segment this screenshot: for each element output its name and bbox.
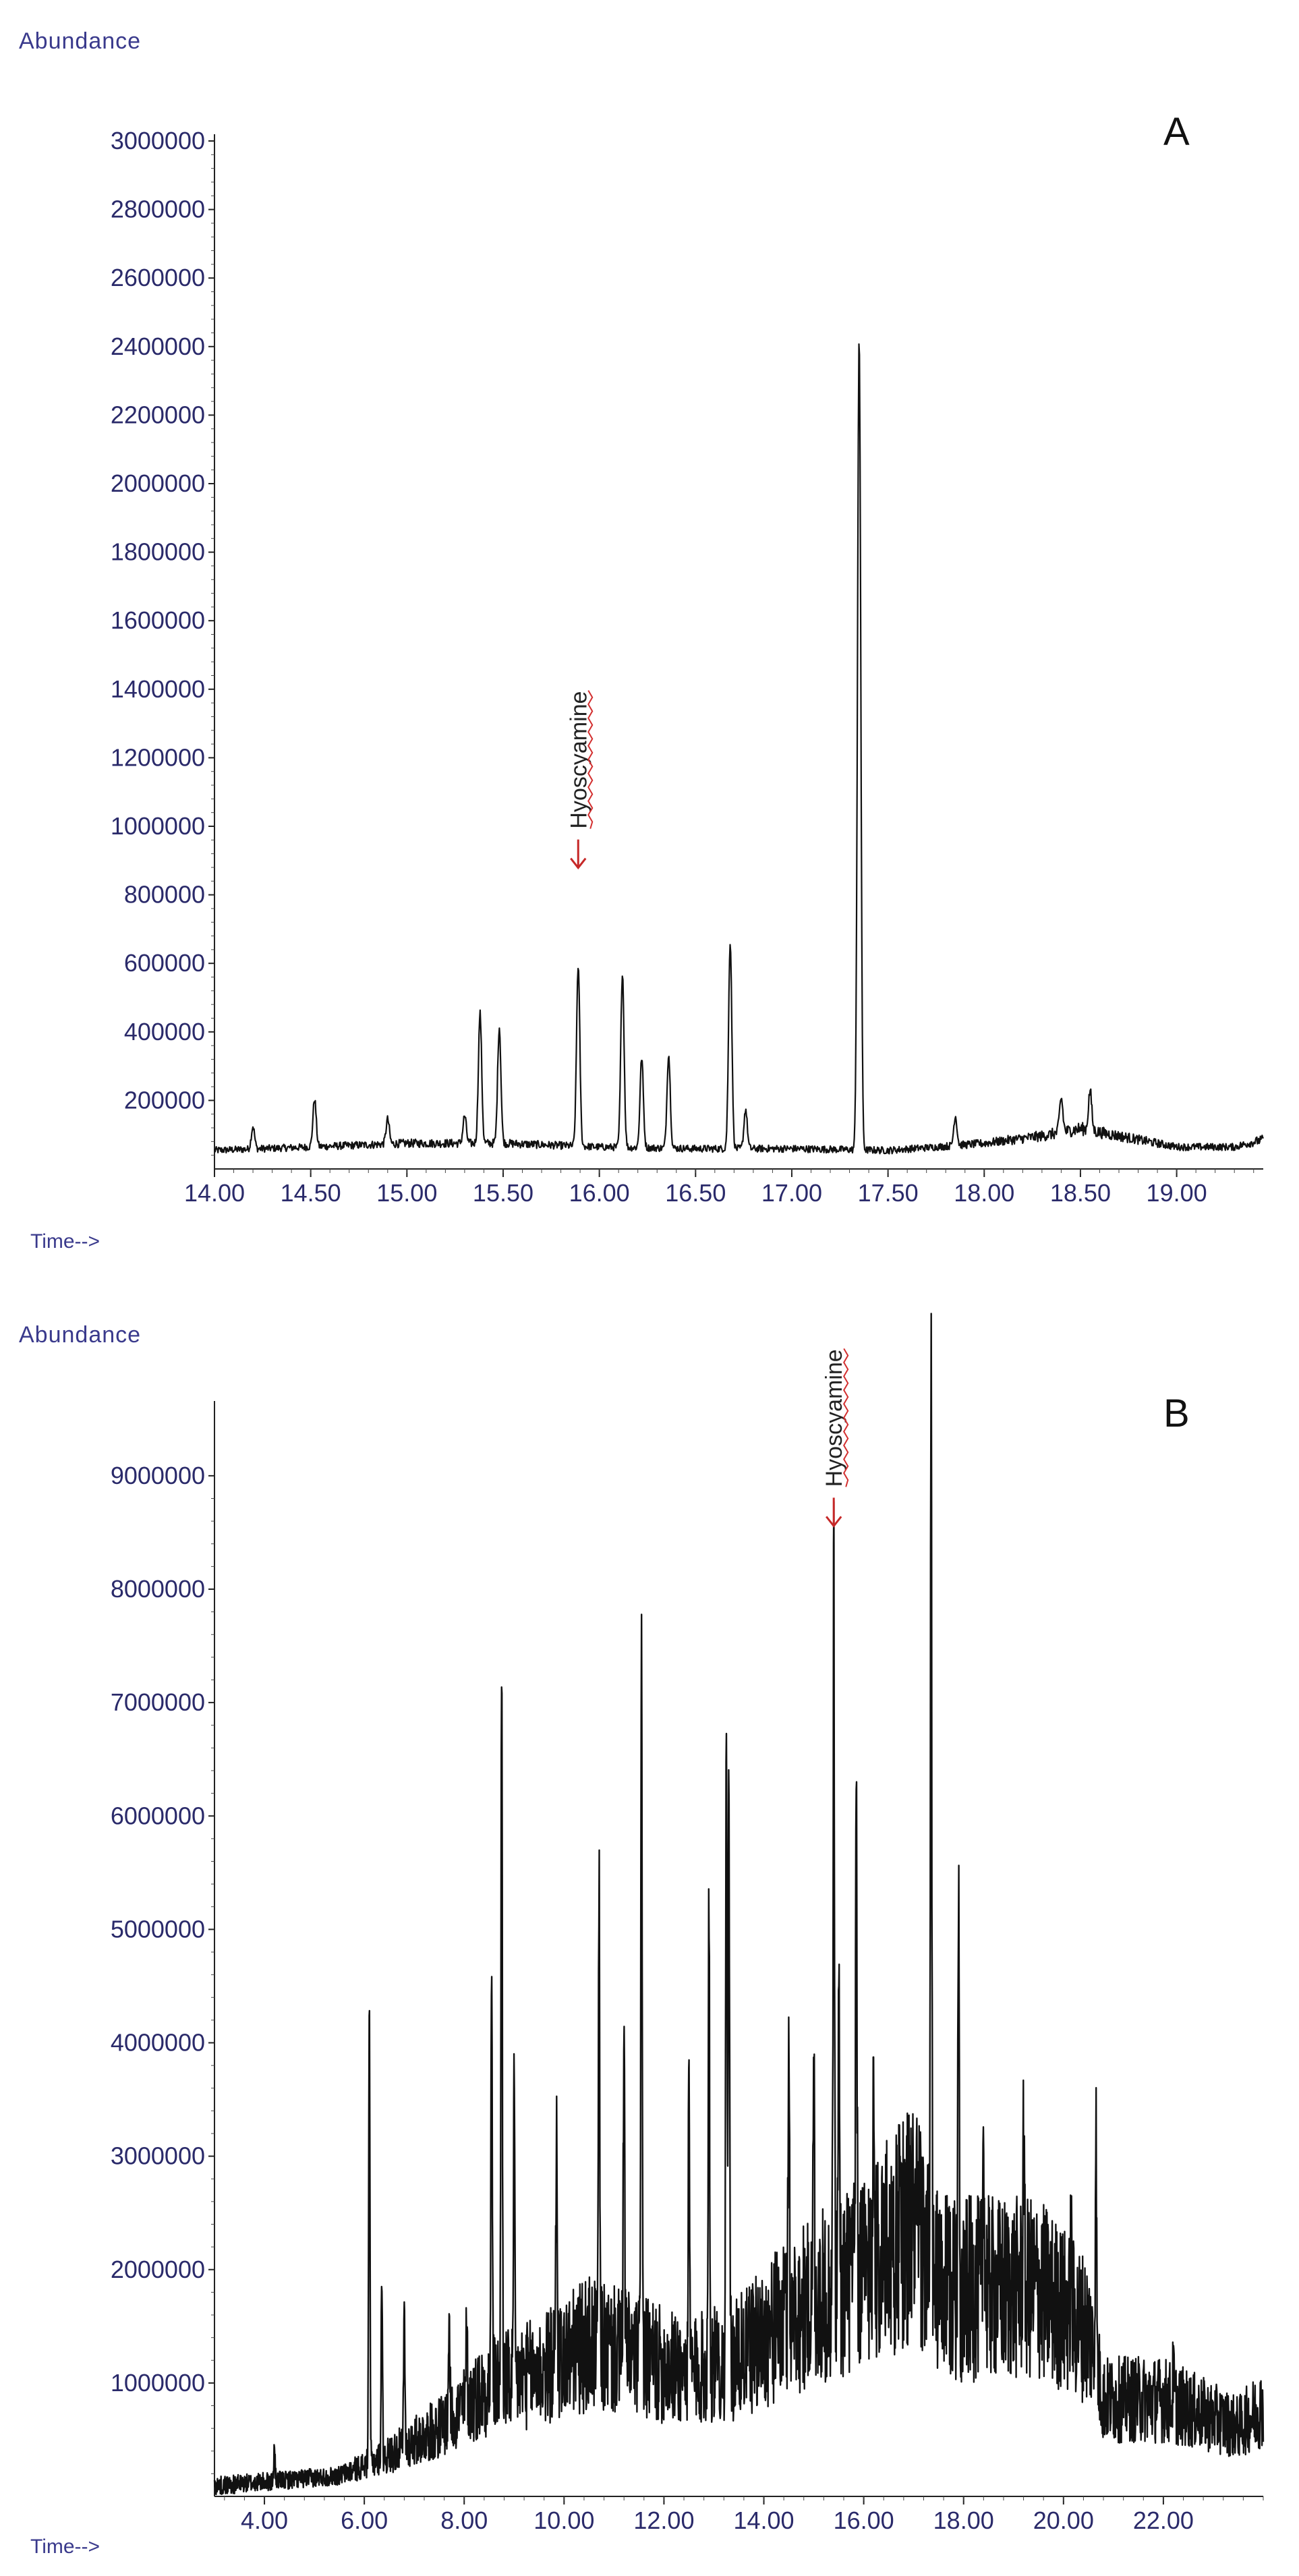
- y-tick-label: 400000: [123, 1017, 205, 1046]
- chart-a-canvas: [0, 0, 1299, 1285]
- chart-a-annotation-label: Hyoscyamine: [566, 691, 592, 829]
- x-tick-label: 4.00: [241, 2507, 289, 2534]
- chart-b-annotation-label: Hyoscyamine: [821, 1349, 848, 1487]
- x-tick-label: 22.00: [1132, 2507, 1194, 2534]
- y-tick-label: 3000000: [110, 2142, 205, 2170]
- x-tick-label: 19.00: [1146, 1179, 1207, 1207]
- chart-a-panel-letter: A: [1163, 110, 1190, 154]
- chart-b-trace-group: [214, 1313, 1263, 2494]
- y-tick-label: 3000000: [110, 127, 205, 154]
- x-tick-label: 20.00: [1033, 2507, 1094, 2534]
- x-tick-label: 18.00: [954, 1179, 1015, 1207]
- y-tick-label: 1600000: [110, 606, 205, 635]
- chart-a-x-axis-label: Time-->: [30, 1230, 100, 1253]
- chart-a-ticks: [111, 127, 1254, 1207]
- y-tick-label: 8000000: [110, 1575, 205, 1603]
- y-tick-label: 6000000: [110, 1802, 205, 1830]
- x-tick-label: 17.50: [857, 1179, 919, 1207]
- y-tick-label: 4000000: [110, 2028, 205, 2057]
- x-tick-label: 14.00: [733, 2507, 795, 2534]
- y-tick-label: 9000000: [110, 1461, 205, 1489]
- y-tick-label: 1200000: [110, 743, 205, 772]
- chart-b-panel-letter: B: [1163, 1392, 1190, 1435]
- y-tick-label: 1000000: [110, 812, 205, 840]
- x-tick-label: 6.00: [341, 2507, 388, 2534]
- y-tick-label: 5000000: [110, 1915, 205, 1943]
- y-tick-label: 800000: [123, 880, 205, 909]
- chart-a-chromatogram-trace: [214, 344, 1263, 1153]
- y-tick-label: 2200000: [110, 401, 205, 429]
- x-tick-label: 8.00: [440, 2507, 488, 2534]
- y-tick-label: 2800000: [110, 195, 205, 223]
- y-tick-label: 7000000: [110, 1688, 205, 1717]
- y-tick-label: 1000000: [110, 2368, 205, 2397]
- x-tick-label: 15.50: [472, 1179, 534, 1207]
- y-tick-label: 2000000: [110, 469, 205, 497]
- x-tick-label: 14.00: [183, 1179, 246, 1207]
- x-tick-label: 18.50: [1049, 1179, 1111, 1207]
- x-tick-label: 15.00: [376, 1179, 438, 1207]
- x-tick-label: 14.50: [280, 1179, 341, 1207]
- y-tick-label: 600000: [123, 949, 205, 977]
- x-tick-label: 12.00: [633, 2507, 695, 2534]
- chart-a-y-axis-label: Abundance: [19, 28, 142, 54]
- chart-b-y-axis-label: Abundance: [19, 1322, 142, 1348]
- x-tick-label: 16.00: [833, 2507, 894, 2534]
- chart-panel-b: [0, 1285, 1299, 2576]
- chart-a-trace-group: [214, 340, 1263, 1154]
- y-tick-label: 2600000: [110, 264, 205, 292]
- chart-a-annotation: [566, 691, 592, 868]
- x-tick-label: 18.00: [933, 2507, 994, 2534]
- x-tick-label: 17.00: [761, 1179, 823, 1207]
- x-tick-label: 10.00: [533, 2507, 595, 2534]
- x-tick-label: 16.00: [569, 1179, 630, 1207]
- y-tick-label: 1400000: [110, 675, 205, 703]
- chart-b-chromatogram-trace: [214, 1313, 1263, 2494]
- chart-a-axes: [214, 134, 1263, 1169]
- chart-b-annotation: [821, 1348, 848, 1526]
- x-tick-label: 16.50: [665, 1179, 726, 1207]
- chart-b-x-axis-label: Time-->: [30, 2536, 100, 2558]
- y-tick-label: 2000000: [110, 2255, 205, 2283]
- chart-panel-a: [0, 0, 1299, 1285]
- y-tick-label: 2400000: [110, 332, 205, 360]
- y-tick-label: 1800000: [110, 538, 205, 566]
- chart-b-canvas: [0, 1285, 1299, 2576]
- y-tick-label: 200000: [123, 1086, 205, 1114]
